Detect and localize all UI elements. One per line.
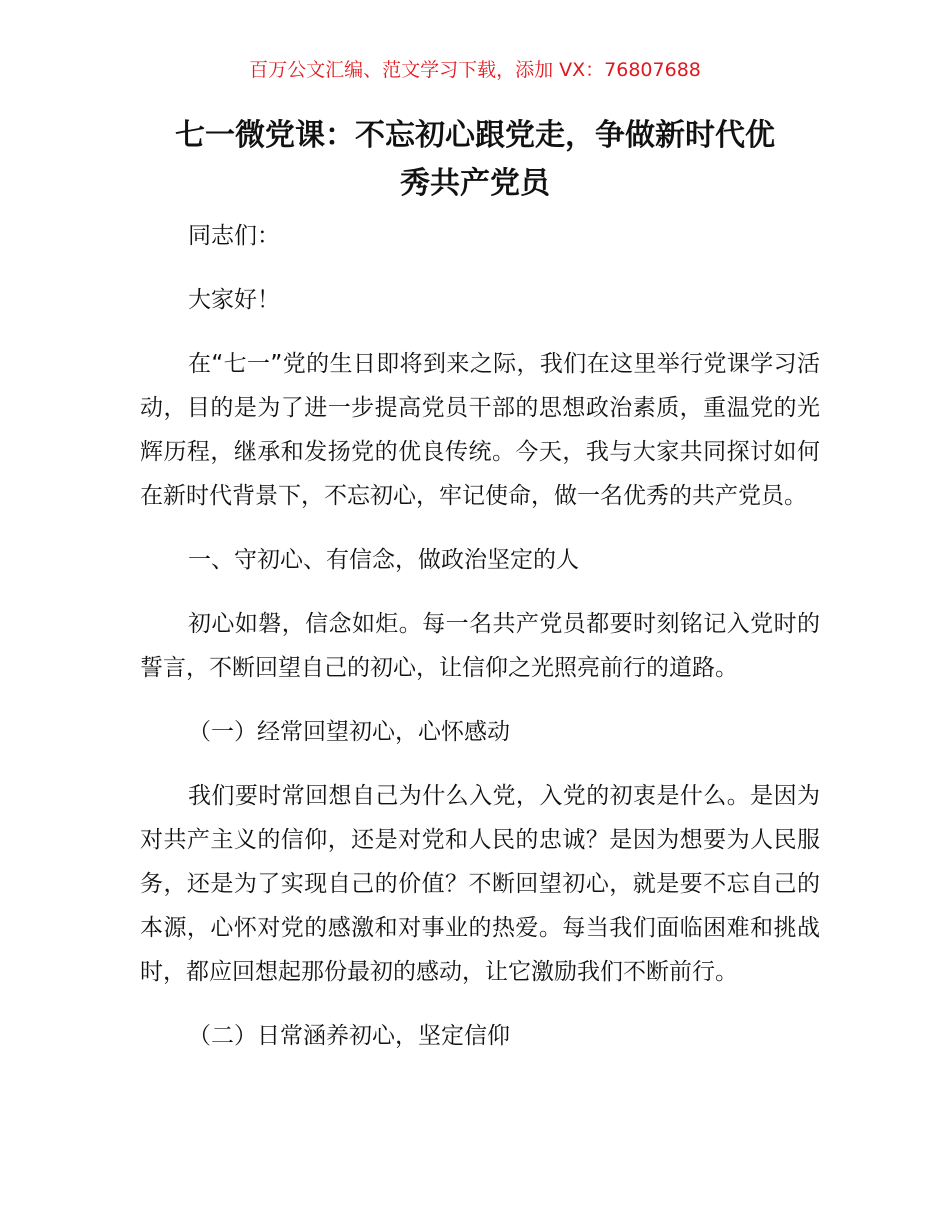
- title-line-1: 七一微党课：不忘初心跟党走，争做新时代优: [175, 118, 775, 153]
- greeting: 大家好！: [188, 287, 280, 313]
- subsection-1-paragraph: 我们要时常回想自己为什么入党，入党的初衷是什么。是因为对共产主义的信仰，还是对党和人民的忠诚？是因为想要为人民服务，还是为了实现自己的价值？不断回望初心，就是要不忘自己的本源，心怀对党的感激和对事业的热爱。每当我们面临困难和挑战时，都应回想起那份最初的感动，让它激励我们不断前行。: [140, 783, 820, 985]
- section-1-paragraph: 初心如磐，信念如炬。每一名共产党员都要时刻铭记入党时的誓言，不断回望自己的初心，让信仰之光照亮前行的道路。: [140, 611, 820, 681]
- subsection-heading-2: （二）日常涵养初心，坚定信仰: [188, 1023, 510, 1049]
- subsection-heading-1: （一）经常回望初心，心怀感动: [188, 719, 510, 745]
- document-body: [140, 214, 820, 1078]
- title-line-2: 秀共产党员: [400, 166, 550, 201]
- header-watermark-note: 百万公文汇编、范文学习下载，添加 VX：76807688: [249, 59, 701, 81]
- document-title: [120, 112, 830, 208]
- salutation: 同志们：: [188, 223, 280, 249]
- section-heading-1: 一、守初心、有信念，做政治坚定的人: [188, 547, 579, 573]
- intro-paragraph: 在“七一”党的生日即将到来之际，我们在这里举行党课学习活动，目的是为了进一步提高党员干部的思想政治素质，重温党的光辉历程，继承和发扬党的优良传统。今天，我与大家共同探讨如何在新时代背景下，不忘初心，牢记使命，做一名优秀的共产党员。: [140, 351, 820, 509]
